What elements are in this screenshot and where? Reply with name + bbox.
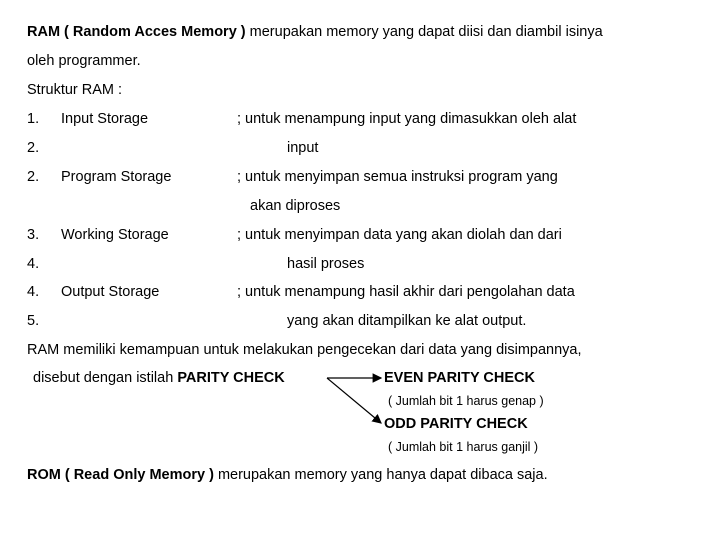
item-name: Input Storage (61, 111, 149, 127)
item-number: 2. (27, 140, 40, 156)
parity-check-term: PARITY CHECK (177, 370, 285, 386)
item-desc-cont: akan diproses (250, 198, 341, 214)
ram-term: RAM ( Random Acces Memory ) (27, 24, 246, 40)
item-desc-cont: input (287, 140, 319, 156)
rom-definition-text: merupakan memory yang hanya dapat dibaca saja. (213, 467, 548, 483)
item-number: 4. (27, 284, 40, 300)
item-number: 2. (27, 169, 40, 185)
item-desc: ; untuk menampung hasil akhir dari pengolahan data (237, 284, 575, 300)
item-desc-cont: hasil proses (287, 256, 365, 272)
ram-definition-cont: oleh programmer. (27, 53, 141, 69)
item-name: Output Storage (61, 284, 160, 300)
parity-intro: RAM memiliki kemampuan untuk melakukan pengecekan dari data yang disimpannya, (27, 342, 582, 358)
item-number: 4. (27, 256, 40, 272)
item-number: 5. (27, 313, 40, 329)
item-number: 1. (27, 111, 40, 127)
item-desc-cont: yang akan ditampilkan ke alat output. (287, 313, 527, 329)
even-parity-note: ( Jumlah bit 1 harus genap ) (388, 394, 544, 408)
rom-definition (27, 467, 548, 483)
even-parity-label: EVEN PARITY CHECK (384, 370, 535, 386)
item-desc: ; untuk menyimpan semua instruksi program yang (237, 169, 558, 185)
odd-parity-note: ( Jumlah bit 1 harus ganjil ) (388, 440, 539, 454)
arrow-odd (327, 378, 381, 423)
parity-check-prefix: disebut dengan istilah (33, 370, 178, 386)
struct-title: Struktur RAM : (27, 82, 123, 98)
item-name: Program Storage (61, 169, 172, 185)
item-desc: ; untuk menampung input yang dimasukkan oleh alat (237, 111, 577, 127)
odd-parity-label: ODD PARITY CHECK (384, 416, 528, 432)
rom-term: ROM ( Read Only Memory ) (27, 467, 214, 483)
item-name: Working Storage (61, 227, 169, 243)
item-desc: ; untuk menyimpan data yang akan diolah dan dari (237, 227, 562, 243)
item-number: 3. (27, 227, 40, 243)
ram-definition-text: merupakan memory yang dapat diisi dan diambil isinya (245, 24, 603, 40)
